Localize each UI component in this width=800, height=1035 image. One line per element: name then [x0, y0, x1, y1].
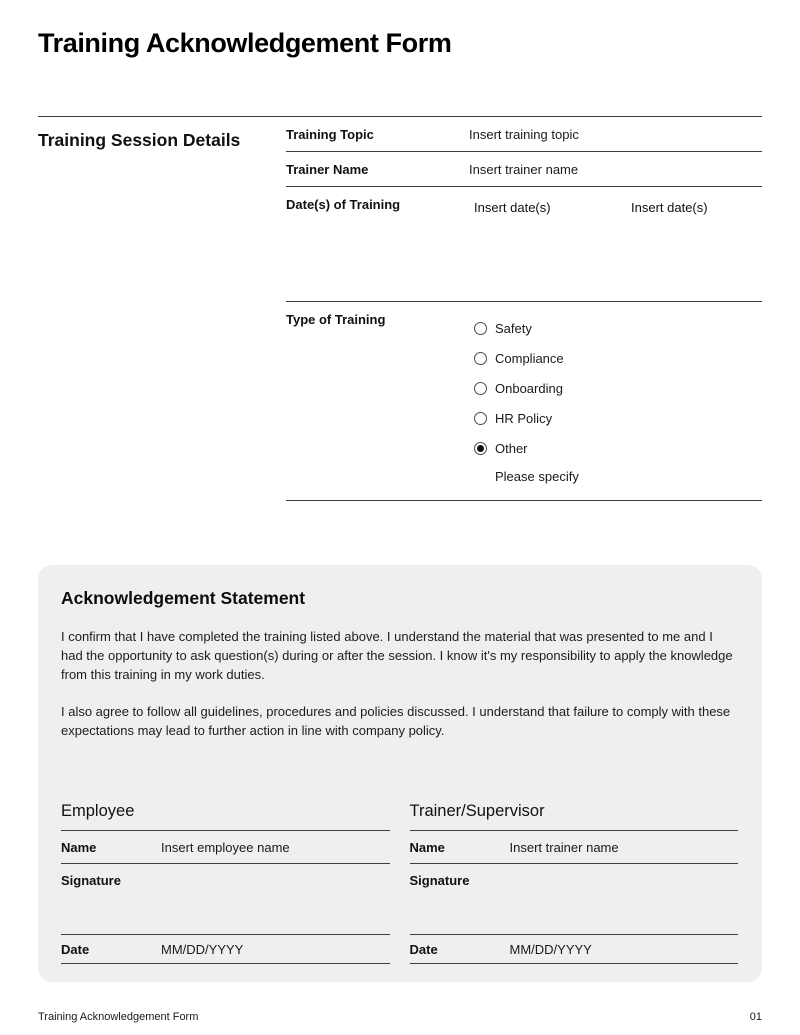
- trainer-name-input[interactable]: Insert trainer name: [469, 162, 579, 177]
- page-footer: [38, 1011, 762, 1023]
- trainer-name-row: [286, 152, 762, 187]
- radio-option-label: Compliance: [495, 350, 564, 366]
- training-topic-input[interactable]: Insert training topic: [469, 127, 579, 142]
- radio-option-safety[interactable]: [469, 313, 762, 343]
- signature-columns: [61, 802, 738, 964]
- training-topic-row: [286, 117, 762, 152]
- footer-document-name: Training Acknowledgement Form: [38, 1011, 199, 1023]
- radio-button-icon[interactable]: [474, 382, 487, 395]
- employee-date-row: [61, 935, 390, 964]
- acknowledgement-paragraph-1: I confirm that I have completed the training listed above. I understand the material that was presented to me and I had the opportunity to ask question(s) during or after the session. I know it's my responsibility to apply the knowledge from this training in my work duties.: [61, 629, 733, 683]
- employee-name-label: Name: [61, 840, 97, 856]
- training-topic-label: Training Topic: [286, 127, 374, 142]
- radio-option-label: Other: [495, 440, 528, 456]
- employee-signature-row: [61, 864, 390, 935]
- trainer-signature-label: Signature: [409, 873, 470, 889]
- employee-signature-label: Signature: [61, 873, 121, 889]
- training-dates-row: [286, 187, 762, 302]
- training-date-input-1[interactable]: Insert date(s): [474, 200, 551, 215]
- employee-name-input[interactable]: Insert employee name: [161, 840, 290, 856]
- employee-date-input[interactable]: MM/DD/YYYY: [161, 942, 244, 958]
- training-session-section: [38, 117, 762, 501]
- training-type-row: [286, 302, 762, 501]
- employee-date-label: Date: [61, 942, 90, 958]
- radio-option-onboarding[interactable]: [469, 373, 762, 403]
- trainer-name-input[interactable]: Insert trainer name: [509, 840, 619, 856]
- employee-signature-block: [61, 802, 390, 964]
- radio-option-hr-policy[interactable]: [469, 403, 762, 433]
- session-heading-column: [38, 117, 286, 501]
- radio-button-icon[interactable]: [474, 322, 487, 335]
- acknowledgement-paragraph-2: I also agree to follow all guidelines, procedures and policies discussed. I understand that failure to comply with these expectations may lead to further action in line with company policy.: [61, 703, 731, 738]
- employee-name-row: [61, 831, 390, 864]
- trainer-signature-row: [410, 864, 739, 935]
- footer-page-number: 01: [749, 1011, 762, 1023]
- radio-option-compliance[interactable]: [469, 343, 762, 373]
- training-dates-label: Date(s) of Training: [286, 197, 401, 212]
- training-dates-values: [469, 197, 762, 215]
- training-type-label: Type of Training: [286, 312, 386, 327]
- trainer-name-label: Trainer Name: [286, 162, 369, 177]
- page-title: Training Acknowledgement Form: [38, 28, 452, 58]
- acknowledgement-heading: Acknowledgement Statement: [61, 588, 306, 608]
- radio-button-icon[interactable]: [474, 412, 487, 425]
- employee-heading: Employee: [61, 802, 390, 831]
- radio-button-icon[interactable]: [474, 352, 487, 365]
- trainer-date-row: [410, 935, 739, 964]
- trainer-date-label: Date: [409, 942, 438, 958]
- trainer-name-label: Name: [409, 840, 445, 856]
- trainer-name-row: [410, 831, 739, 864]
- training-type-options: [469, 312, 762, 484]
- trainer-date-input[interactable]: MM/DD/YYYY: [509, 942, 592, 958]
- section-heading: Training Session Details: [38, 130, 241, 150]
- radio-button-icon[interactable]: [474, 442, 487, 455]
- acknowledgement-section: [38, 565, 762, 982]
- trainer-heading: Trainer/Supervisor: [410, 802, 739, 831]
- radio-option-label: HR Policy: [495, 410, 553, 426]
- radio-option-label: Onboarding: [495, 380, 563, 396]
- radio-option-label: Safety: [495, 320, 532, 336]
- training-date-input-2[interactable]: Insert date(s): [631, 200, 708, 215]
- session-fields-column: [286, 117, 762, 501]
- trainer-signature-block: [410, 802, 739, 964]
- radio-option-other[interactable]: [469, 433, 762, 463]
- please-specify-input[interactable]: Please specify: [495, 469, 579, 484]
